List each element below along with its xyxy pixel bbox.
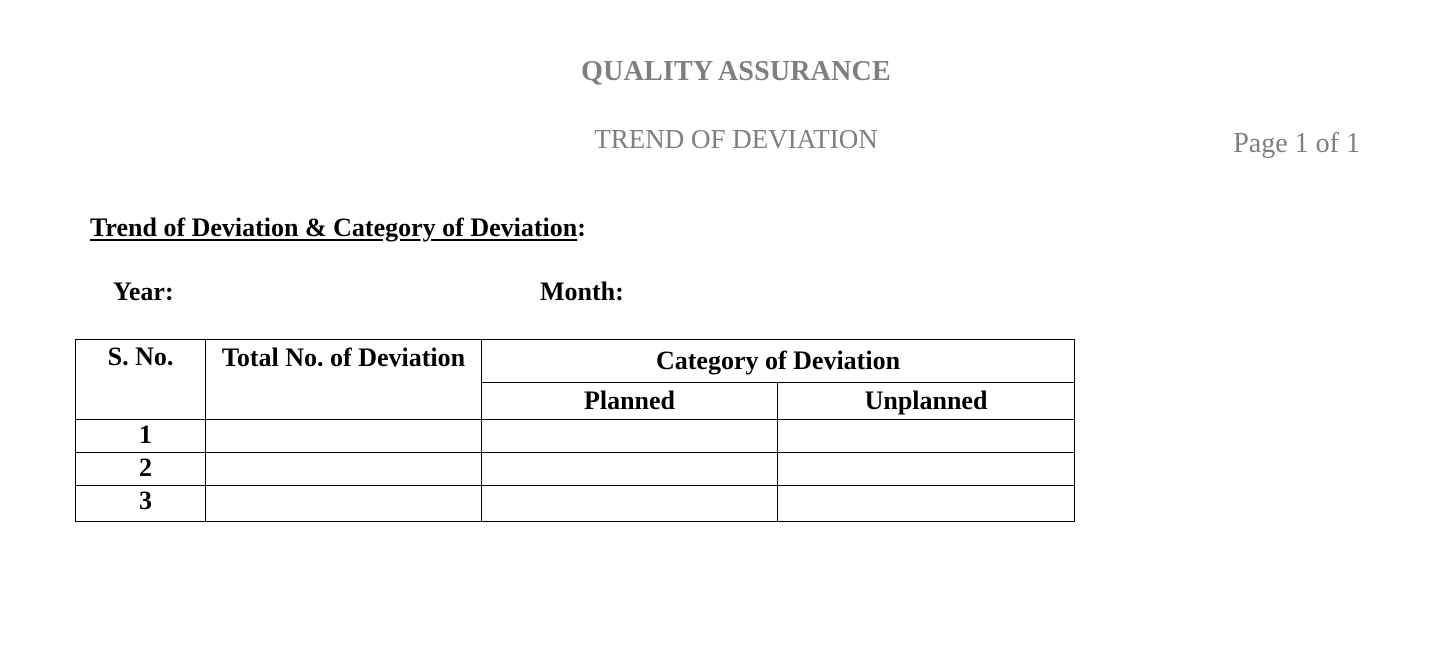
section-heading-colon: : bbox=[577, 213, 586, 242]
row-unplanned-cell[interactable] bbox=[778, 486, 1075, 522]
year-label: Year: bbox=[113, 277, 174, 306]
month-label: Month: bbox=[540, 277, 624, 306]
document-title: QUALITY ASSURANCE bbox=[581, 56, 891, 87]
row-sno: 1 bbox=[76, 420, 206, 453]
table-header-row bbox=[76, 340, 1075, 383]
section-heading-text: Trend of Deviation & Category of Deviation bbox=[90, 213, 578, 242]
table-row bbox=[76, 453, 1075, 486]
row-planned-cell[interactable] bbox=[482, 486, 778, 522]
document-subtitle: TREND OF DEVIATION bbox=[594, 124, 878, 154]
row-unplanned-cell[interactable] bbox=[778, 420, 1075, 453]
row-sno: 3 bbox=[76, 486, 206, 522]
table-row bbox=[76, 486, 1075, 522]
page-number: Page 1 of 1 bbox=[1233, 128, 1360, 159]
header-total-deviation: Total No. of Deviation bbox=[206, 340, 482, 420]
section-heading bbox=[90, 213, 586, 243]
table-row bbox=[76, 420, 1075, 453]
header-sno: S. No. bbox=[76, 340, 206, 420]
deviation-table bbox=[75, 339, 1075, 522]
row-sno: 2 bbox=[76, 453, 206, 486]
row-total-cell[interactable] bbox=[206, 486, 482, 522]
row-total-cell[interactable] bbox=[206, 420, 482, 453]
row-unplanned-cell[interactable] bbox=[778, 453, 1075, 486]
row-planned-cell[interactable] bbox=[482, 420, 778, 453]
header-planned: Planned bbox=[482, 383, 778, 420]
header-category-of-deviation: Category of Deviation bbox=[482, 340, 1075, 383]
row-total-cell[interactable] bbox=[206, 453, 482, 486]
header-unplanned: Unplanned bbox=[778, 383, 1075, 420]
row-planned-cell[interactable] bbox=[482, 453, 778, 486]
